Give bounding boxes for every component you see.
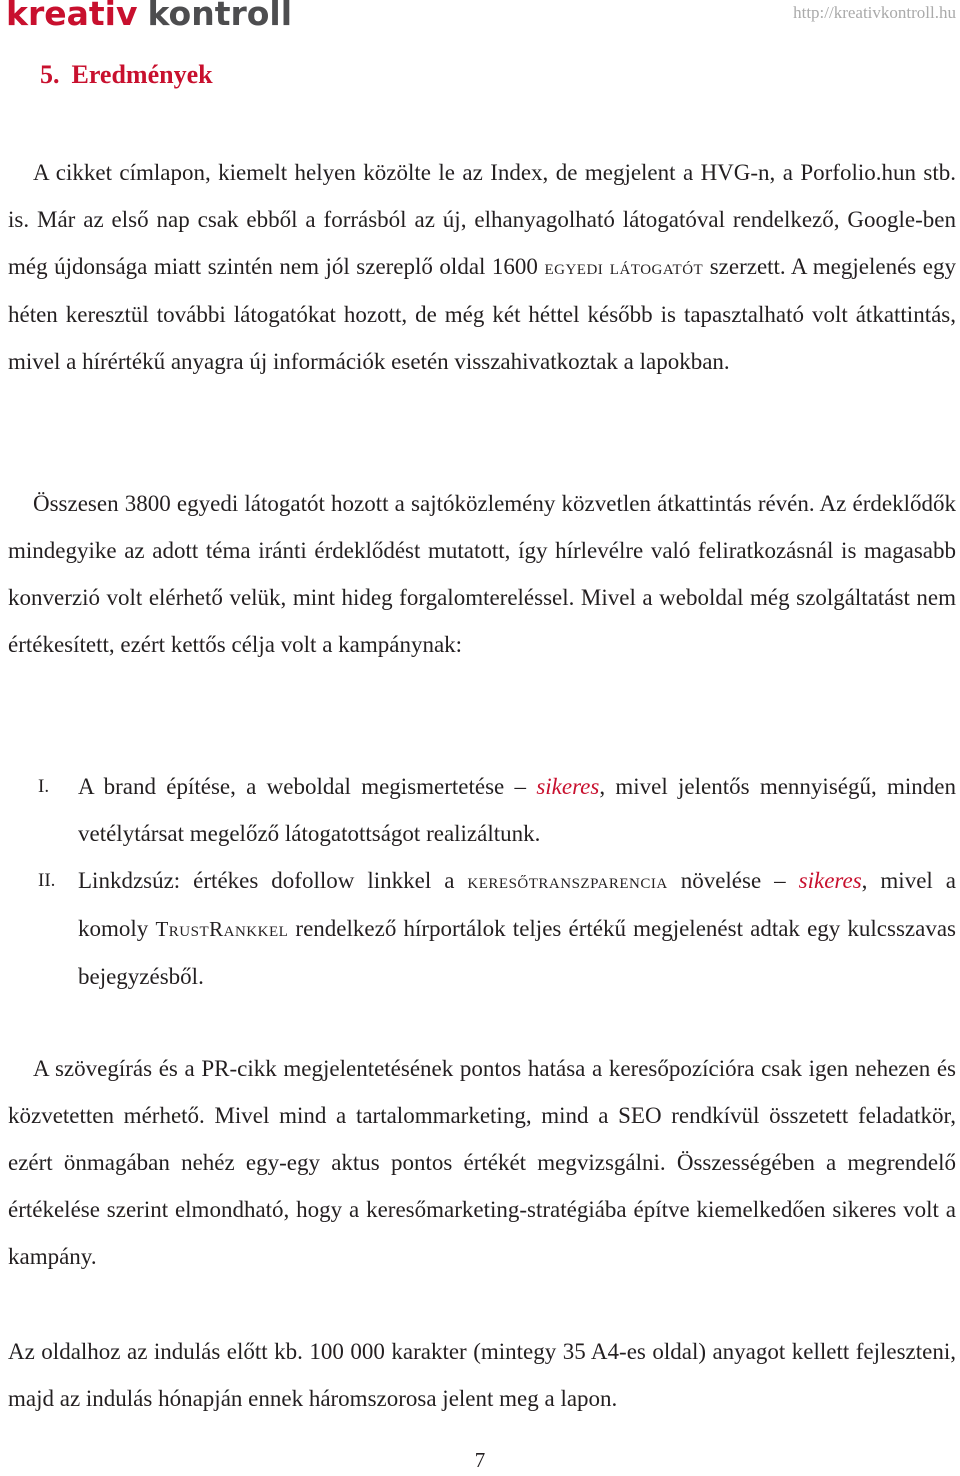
p1-smallcaps: egyedi látogatót	[544, 255, 704, 279]
page-number: 7	[474, 1448, 486, 1472]
paragraph-results-intro	[8, 149, 956, 385]
success-label: sikeres	[798, 868, 862, 893]
section-number: 5.	[40, 60, 60, 89]
list-item	[8, 763, 956, 857]
p3-text: A szövegírás és a PR-cikk megjelentetésének pontos hatása a keresőpozícióra csak igen nehezen és közvetetten mérhető. Mivel mind a tartalommarketing, mind a SEO rendkívül összetett feladatkör, ezért önmagában nehéz egy-egy aktus pontos értékét megvizsgálni. Összességében a megrendelő értékelése szerint elmondható, hogy a keresőmarketing-stratégiába építve kiemelkedően sikeres volt a kampány.	[8, 1056, 956, 1269]
list-item-text: Linkdzsúz: értékes dofollow linkkel a	[78, 868, 468, 893]
p1-text-a: A cikket címlapon, kiemelt helyen közölte le az Index, de megjelent a HVG-n, a Porfolio.hun stb. is. Már az első nap csak ebből a forrásból az új, elhanyagolható látogatóval rendelkező, Google-ben még újdonsága miatt szintén nem jól szereplő oldal 1600	[8, 160, 956, 279]
list-item-text: A brand építése, a weboldal megismertetése –	[78, 774, 537, 799]
logo-text-kontroll: kontroll	[147, 0, 293, 33]
list-item	[8, 857, 956, 1000]
paragraph-visitors	[8, 480, 956, 668]
list-item-text: , mivel a komoly	[78, 868, 956, 941]
logo-text-kreativ: kreativ	[6, 0, 138, 33]
goals-list	[8, 763, 956, 1000]
list-marker: II.	[38, 870, 56, 891]
smallcaps-term: TrustRankkel	[155, 917, 289, 941]
p1-text-b: szerzett. A megjelenés egy héten keresztül további látogatókat hozott, de még két héttel később is tapasztalható volt átkattintás, mivel a hírértékű anyagra új információk esetén visszahivatkoztak a lapokban.	[8, 254, 956, 374]
section-title: Eredmények	[71, 60, 213, 89]
list-item-text: rendelkező hírportálok teljes értékű megjelenést adtak egy kulcsszavas bejegyzésből.	[78, 916, 956, 989]
paragraph-seo-impact	[8, 1045, 956, 1280]
header-url[interactable]: http://kreativkontroll.hu	[793, 3, 956, 22]
paragraph-content-volume	[8, 1328, 956, 1422]
page-header	[0, 0, 960, 40]
success-label: sikeres	[536, 774, 600, 799]
list-item-text: , mivel jelentős mennyiségű, minden vetélytársat megelőző látogatottságot realizáltunk.	[78, 774, 956, 846]
list-marker: I.	[38, 776, 50, 797]
kreativ-kontroll-logo	[6, 0, 292, 33]
smallcaps-term: keresőtranszparencia	[467, 869, 668, 893]
p4-text: Az oldalhoz az indulás előtt kb. 100 000 karakter (mintegy 35 A4-es oldal) anyagot kellett fejleszteni, majd az indulás hónapján ennek háromszorosa jelent meg a lapon.	[8, 1339, 956, 1411]
p2-text: Összesen 3800 egyedi látogatót hozott a sajtóközlemény közvetlen átkattintás révén. Az érdeklődők mindegyike az adott téma iránti érdeklődést mutatott, így hírlevélre való feliratkozásnál is magasabb konverzió volt elérhető velük, mint hideg forgalomtereléssel. Mivel a weboldal még szolgáltatást nem értékesített, ezért kettős célja volt a kampánynak:	[8, 491, 956, 657]
list-item-text: növelése –	[667, 868, 799, 893]
section-heading	[40, 60, 213, 90]
